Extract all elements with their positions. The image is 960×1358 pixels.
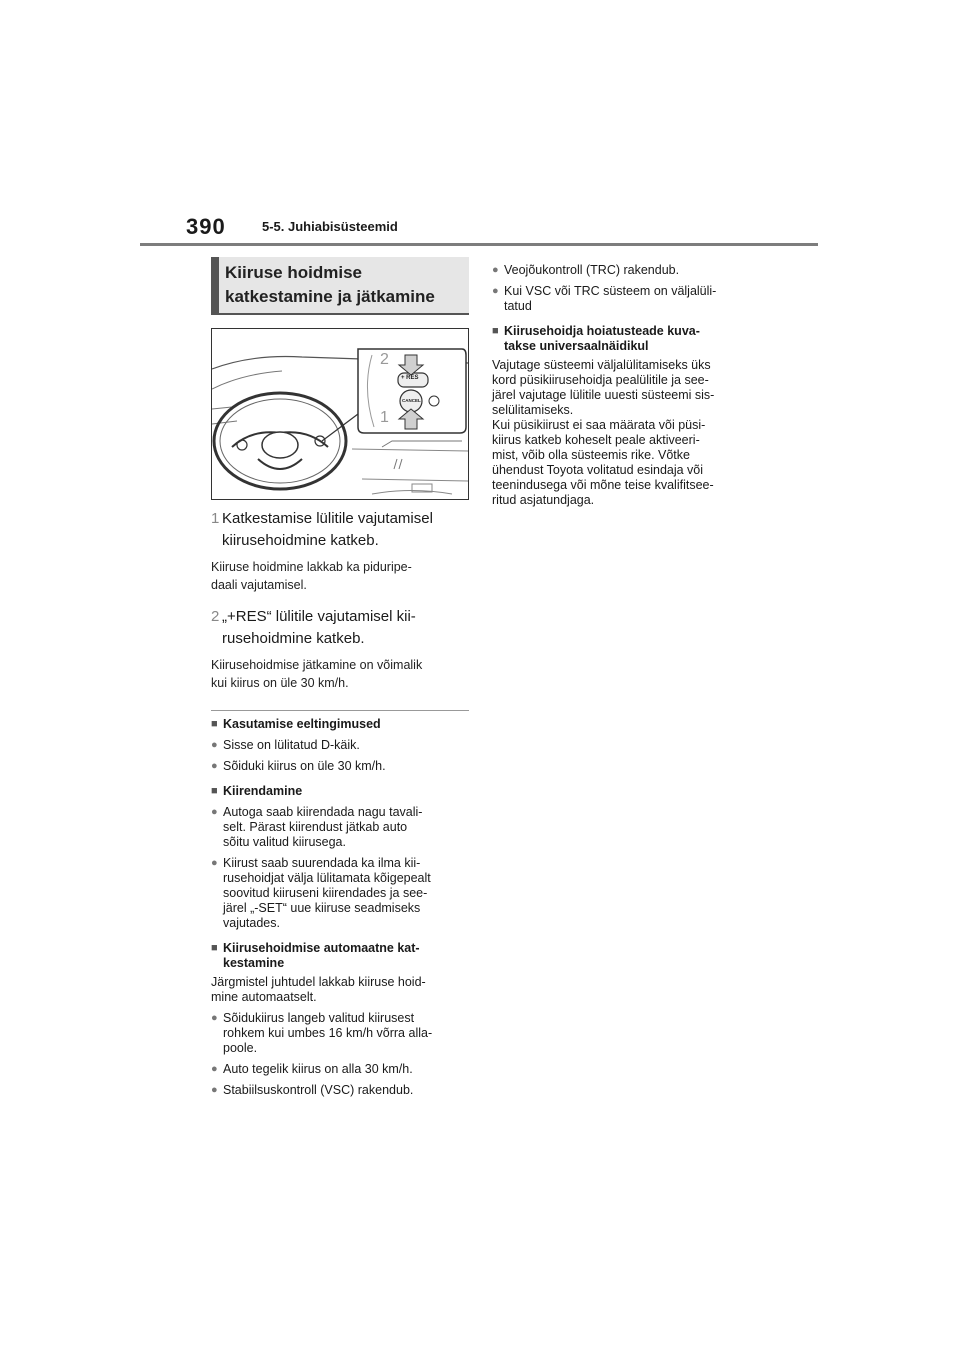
text-line: mist, võib olla süsteemis rike. Võtke: [492, 448, 690, 462]
text-line: sõitu valitud kiirusega.: [223, 835, 346, 849]
right-notes: [492, 263, 758, 508]
round-bullet-icon: ●: [211, 1084, 218, 1096]
step-text: [222, 508, 433, 552]
text-line: poole.: [223, 1041, 258, 1055]
text-line: vajutades.: [223, 916, 280, 930]
right-column: [492, 257, 758, 508]
text-line: tatud: [504, 299, 532, 313]
bullet-item: [211, 805, 469, 850]
header-divider: [140, 243, 818, 246]
text-line: Autoga saab kiirendada nagu tavali-: [223, 805, 423, 819]
text-line: soovitud kiiruseni kiirendades ja see-: [223, 886, 428, 900]
content-divider: [211, 710, 469, 711]
text-line: Kiirust saab suurendada ka ilma kii-: [223, 856, 421, 870]
step-note: [211, 656, 469, 692]
subheading: [211, 717, 469, 732]
step-note-line: Kiirusehoidmise jätkamine on võimalik: [211, 658, 423, 672]
step-note: [211, 558, 469, 594]
text-line: ühendust Toyota volitatud esindaja või: [492, 463, 704, 477]
button-cancel-label: CANCEL: [402, 398, 421, 403]
square-bullet-icon: ■: [492, 325, 499, 337]
bullet-item: [492, 284, 758, 314]
paragraph: [211, 975, 469, 1005]
step-text-line: rusehoidmine katkeb.: [222, 630, 365, 647]
round-bullet-icon: ●: [211, 1063, 218, 1075]
text-line: Veojõukontroll (TRC) rakendub.: [504, 263, 680, 277]
round-bullet-icon: ●: [492, 264, 499, 276]
bullet-item: [211, 759, 469, 774]
section-heading-line: katkestamine ja jätkamine: [225, 287, 435, 306]
text-line: Kiirusehoidja hoiatusteade kuva-: [504, 324, 700, 338]
text-line: järel „-SET“ uue kiiruse seadmiseks: [223, 901, 421, 915]
bullet-item: [211, 1062, 469, 1077]
steering-wheel-illustration: [211, 328, 469, 500]
text-line: selülitamiseks.: [492, 403, 574, 417]
text-line: Sõiduki kiirus on üle 30 km/h.: [223, 759, 386, 773]
round-bullet-icon: ●: [211, 806, 218, 818]
section-heading-box: [211, 257, 469, 315]
callout-1: 1: [380, 409, 389, 426]
text-line: Järgmistel juhtudel lakkab kiiruse hoid-: [211, 975, 426, 989]
round-bullet-icon: ●: [492, 285, 499, 297]
step-text: [222, 606, 416, 650]
round-bullet-icon: ●: [211, 760, 218, 772]
text-line: järel vajutage lülitile uuesti süsteemi sis-: [492, 388, 715, 402]
bullet-item: [211, 856, 469, 931]
round-bullet-icon: ●: [211, 1012, 218, 1024]
step-number: 2: [211, 608, 220, 625]
bullet-item: [492, 263, 758, 278]
page-number: 390: [186, 214, 226, 239]
text-line: takse universaalnäidikul: [504, 339, 649, 353]
steering-wheel-drawing: [212, 329, 468, 499]
round-bullet-icon: ●: [211, 739, 218, 751]
button-res-label: + RES: [401, 375, 419, 381]
paragraph: [492, 358, 758, 508]
text-line: Stabiilsuskontroll (VSC) rakendub.: [223, 1083, 414, 1097]
step-note-line: kui kiirus on üle 30 km/h.: [211, 676, 349, 690]
square-bullet-icon: ■: [211, 718, 218, 730]
step-note-line: daali vajutamisel.: [211, 578, 307, 592]
left-notes: [211, 717, 469, 1098]
bullet-item: [211, 738, 469, 753]
bullet-item: [211, 1011, 469, 1056]
text-line: ritud asjatundjaga.: [492, 493, 595, 507]
subheading: [211, 941, 469, 971]
step-text-line: kiirusehoidmine katkeb.: [222, 532, 379, 549]
step-note-line: Kiiruse hoidmine lakkab ka piduripe-: [211, 560, 412, 574]
callout-2: 2: [380, 351, 389, 368]
text-line: kiirus katkeb koheselt peale aktiveeri-: [492, 433, 700, 447]
text-line: Kiirendamine: [223, 784, 303, 798]
text-line: kestamine: [223, 956, 285, 970]
subheading: [211, 784, 469, 799]
text-line: rusehoidjat välja lülitamata kõigepealt: [223, 871, 431, 885]
text-line: Kui püsikiirust ei saa määrata või püsi-: [492, 418, 706, 432]
bullet-item: [211, 1083, 469, 1098]
text-line: teenindusega või mõne teise kvalifitsee-: [492, 478, 714, 492]
step-item: [211, 606, 469, 650]
text-line: selt. Pärast kiirendust jätkab auto: [223, 820, 408, 834]
text-line: Kiirusehoidmise automaatne kat-: [223, 941, 420, 955]
text-line: Vajutage süsteemi väljalülitamiseks üks: [492, 358, 711, 372]
section-heading-line: Kiiruse hoidmise: [225, 263, 362, 282]
text-line: Kui VSC või TRC süsteem on väljalüli-: [504, 284, 717, 298]
square-bullet-icon: ■: [211, 785, 218, 797]
subheading: [492, 324, 758, 354]
left-column: [211, 257, 469, 1098]
step-number: 1: [211, 510, 220, 527]
step-item: [211, 508, 469, 552]
round-bullet-icon: ●: [211, 857, 218, 869]
step-text-line: Katkestamise lülitile vajutamisel: [222, 510, 433, 527]
text-line: rohkem kui umbes 16 km/h võrra alla-: [223, 1026, 433, 1040]
square-bullet-icon: ■: [211, 942, 218, 954]
text-line: kord püsikiirusehoidja pealülitile ja see-: [492, 373, 709, 387]
text-line: mine automaatselt.: [211, 990, 317, 1004]
text-line: Sisse on lülitatud D-käik.: [223, 738, 360, 752]
chapter-section-title: 5-5. Juhiabisüsteemid: [262, 219, 398, 234]
step-text-line: „+RES“ lülitile vajutamisel kii-: [222, 608, 416, 625]
text-line: Auto tegelik kiirus on alla 30 km/h.: [223, 1062, 413, 1076]
text-line: Kasutamise eeltingimused: [223, 717, 381, 731]
text-line: Sõidukiirus langeb valitud kiirusest: [223, 1011, 415, 1025]
